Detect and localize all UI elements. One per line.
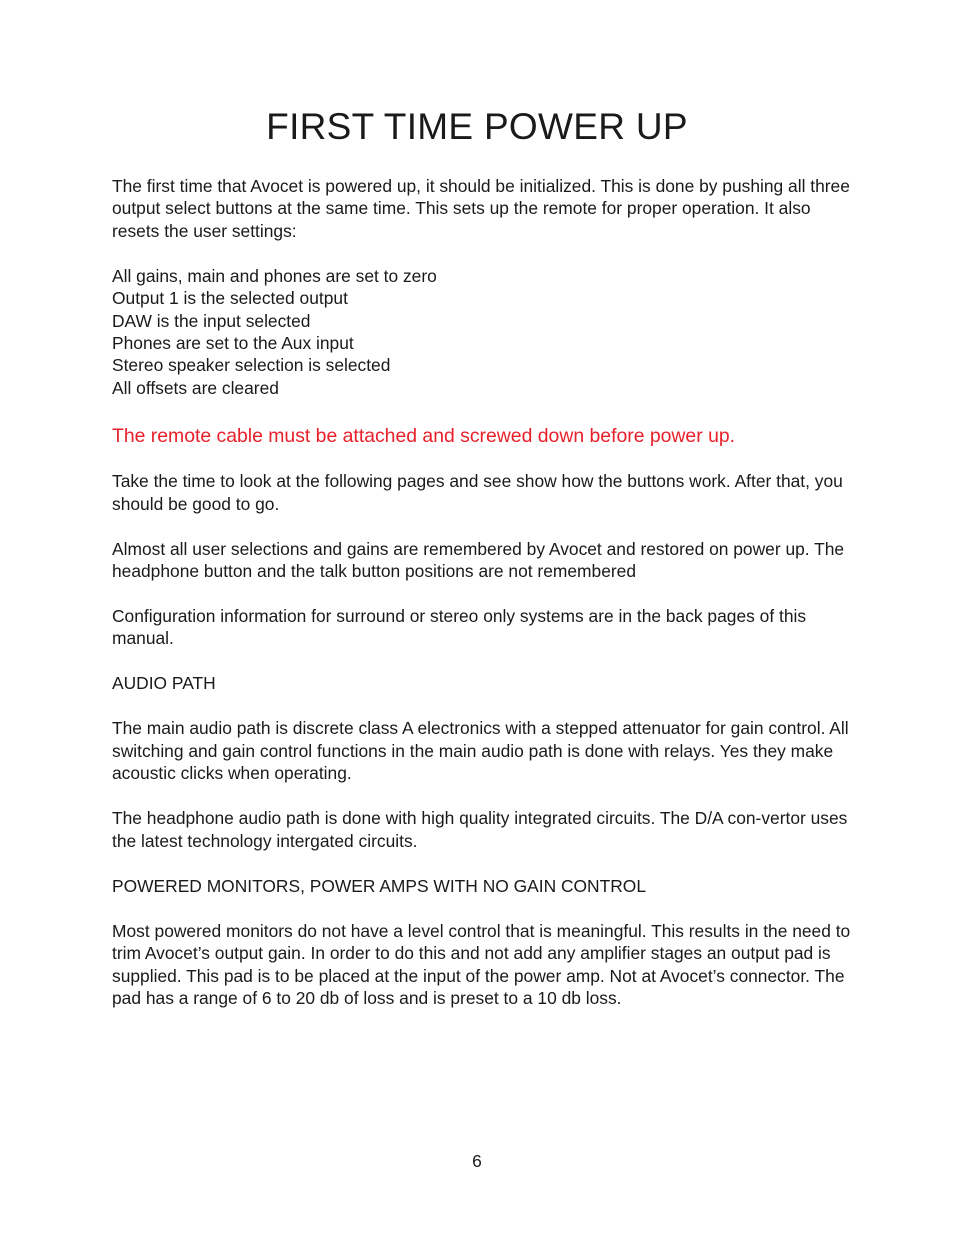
powered-monitors-heading: POWERED MONITORS, POWER AMPS WITH NO GAIN CONTROL bbox=[112, 875, 646, 896]
main-audio-path-paragraph: The main audio path is discrete class A electronics with a stepped attenuator for gain control. All switching and gain control functions in the main audio path is done with relays. Yes they make acoustic clicks when operating. bbox=[112, 718, 849, 784]
headphone-audio-path-paragraph: The headphone audio path is done with high quality integrated circuits. The D/A con-vertor uses the latest technology intergated circuits. bbox=[112, 808, 848, 851]
list-item: Output 1 is the selected output bbox=[112, 288, 348, 309]
list-item: DAW is the input selected bbox=[112, 310, 311, 331]
reset-settings-list bbox=[112, 265, 852, 399]
intro-paragraph: The first time that Avocet is powered up, it should be initialized. This is done by pushing all three output select buttons at the same time. This sets up the remote for proper operation. It also resets the user settings: bbox=[112, 176, 850, 241]
page-content bbox=[112, 175, 852, 1032]
page-number: 6 bbox=[472, 1151, 482, 1171]
configuration-paragraph: Configuration information for surround or stereo only systems are in the back pages of this manual. bbox=[112, 606, 807, 649]
list-item: All offsets are cleared bbox=[112, 377, 279, 398]
audio-path-heading: AUDIO PATH bbox=[112, 673, 216, 694]
warning-text: The remote cable must be attached and screwed down before power up. bbox=[112, 425, 736, 448]
list-item: All gains, main and phones are set to zero bbox=[112, 265, 437, 286]
remembered-paragraph: Almost all user selections and gains are remembered by Avocet and restored on power up. The headphone button and the talk button positions are not remembered bbox=[112, 538, 845, 582]
list-item: Phones are set to the Aux input bbox=[112, 333, 354, 354]
list-item: Stereo speaker selection is selected bbox=[112, 355, 391, 376]
look-paragraph: Take the time to look at the following pages and see show how the buttons work. After that, you should be good to go. bbox=[112, 471, 843, 514]
powered-monitors-paragraph: Most powered monitors do not have a level control that is meaningful. This results in the need to trim Avocet’s output gain. In order to do this and not add any amplifier stages an output pad is supplied. This pad is to be placed at the input of the power amp. Not at Avocet’s connector. The pad has a range of 6 to 20 db of loss and is preset to a 10 db loss. bbox=[112, 920, 851, 1008]
page-title: FIRST TIME POWER UP bbox=[266, 106, 688, 147]
